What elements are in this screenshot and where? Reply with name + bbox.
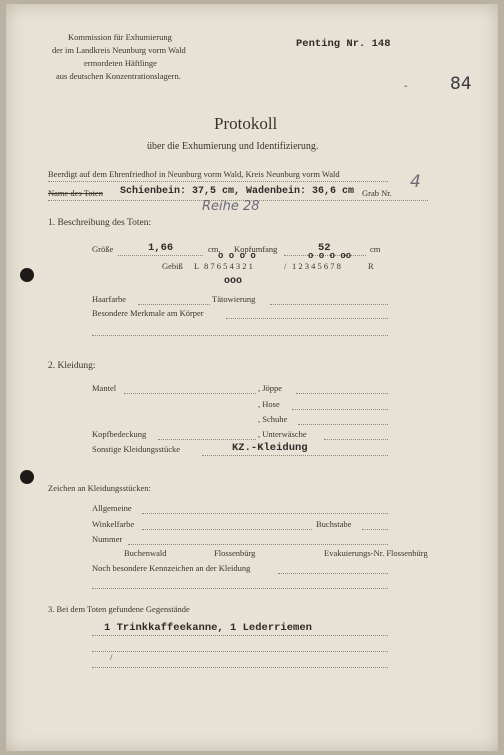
section3-heading: 3. Bei dem Toten gefundene Gegenstände xyxy=(48,604,190,614)
hair-label: Haarfarbe xyxy=(92,294,126,304)
section1-heading: 1. Beschreibung des Toten: xyxy=(48,218,152,228)
grave-label: Grab Nr. xyxy=(362,188,392,198)
marks-label: Besondere Merkmale am Körper xyxy=(92,308,204,318)
size-unit: cm, xyxy=(208,244,221,254)
buchenwald-label: Buchenwald xyxy=(124,548,167,558)
row-handwritten: Reihe 28 xyxy=(202,199,260,214)
flossenburg-label: Flossenbürg xyxy=(214,548,256,558)
teeth-marks-upper: o o o o xyxy=(218,251,256,261)
evac-label: Evakuierungs-Nr. Flossenbürg xyxy=(324,548,428,558)
teeth-marks-upper-right: o o o oo xyxy=(308,251,352,261)
headwear-label: Kopfbedeckung xyxy=(92,429,147,439)
teeth-upper-right: 1 2 3 4 5 6 7 8 xyxy=(292,261,341,271)
commission-line-1: Kommission für Exhumierung xyxy=(68,32,172,42)
teeth-divider: / xyxy=(284,261,287,271)
marks-on-clothing-heading: Zeichen an Kleidungsstücken: xyxy=(48,483,151,493)
document-title: Protokoll xyxy=(214,114,278,133)
trousers-label: , Hose xyxy=(258,399,280,409)
document-sheet xyxy=(6,4,498,751)
jacket-label: , Jöppe xyxy=(258,383,283,393)
angle-color-label: Winkelfarbe xyxy=(92,519,135,529)
underwear-label: , Unterwäsche xyxy=(258,429,307,439)
page-number: 84 xyxy=(450,74,472,94)
underwear-text: Unterwäsche xyxy=(262,429,307,439)
jacket-text: Jöppe xyxy=(262,383,283,393)
name-label-struck: Name des Toten xyxy=(48,188,103,198)
shoes-text: Schuhe xyxy=(262,414,288,424)
shoes-label: , Schuhe xyxy=(258,414,288,424)
commission-line-4: aus deutschen Konzentrationslagern. xyxy=(56,71,181,81)
document-subtitle: über die Exhumierung und Identifizierung. xyxy=(147,141,319,152)
letter-label: Buchstabe xyxy=(316,519,352,529)
other-clothing-label: Sonstige Kleidungsstücke xyxy=(92,444,181,454)
head-label: Kopfumfang xyxy=(234,244,278,254)
hole-punch-top xyxy=(20,268,34,282)
coat-label: Mantel xyxy=(92,383,117,393)
commission-line-3: ermordeten Häftlinge xyxy=(84,58,157,68)
size-label: Größe xyxy=(92,244,114,254)
found-items: 1 Trinkkaffeekanne, 1 Lederriemen xyxy=(104,622,312,634)
slash-mark: / xyxy=(110,652,113,662)
size-value: 1,66 xyxy=(148,242,174,254)
hole-punch-bottom xyxy=(20,470,34,484)
grave-number: 4 xyxy=(410,172,421,192)
teeth-left-marker: L xyxy=(194,261,200,271)
dash-mark: - xyxy=(404,81,408,92)
reference-number: Penting Nr. 148 xyxy=(296,38,391,50)
section2-heading: 2. Kleidung: xyxy=(48,361,96,371)
general-label: Allgemeine xyxy=(92,503,132,513)
head-value: 52 xyxy=(318,242,331,254)
commission-line-2: der im Landkreis Neunburg vorm Wald xyxy=(52,45,186,55)
teeth-right-marker: R xyxy=(368,261,374,271)
burial-text: Beerdigt auf dem Ehrenfriedhof in Neunburg vorm Wald, Kreis Neunburg vorm Wald xyxy=(48,169,340,179)
teeth-upper-left: 8 7 6 5 4 3 2 1 xyxy=(204,261,253,271)
other-marks-label: Noch besondere Kennzeichen an der Kleidung xyxy=(92,563,251,573)
head-unit: cm xyxy=(370,244,381,254)
tattoo-label: Tätowierung xyxy=(212,294,256,304)
teeth-label: Gebiß xyxy=(162,261,183,271)
trousers-text: Hose xyxy=(262,399,280,409)
other-clothing-value: KZ.-Kleidung xyxy=(232,442,308,454)
number-label: Nummer xyxy=(92,534,123,544)
typed-measurements: Schienbein: 37,5 cm, Wadenbein: 36,6 cm xyxy=(120,186,355,197)
teeth-marks: ooo xyxy=(224,276,243,287)
